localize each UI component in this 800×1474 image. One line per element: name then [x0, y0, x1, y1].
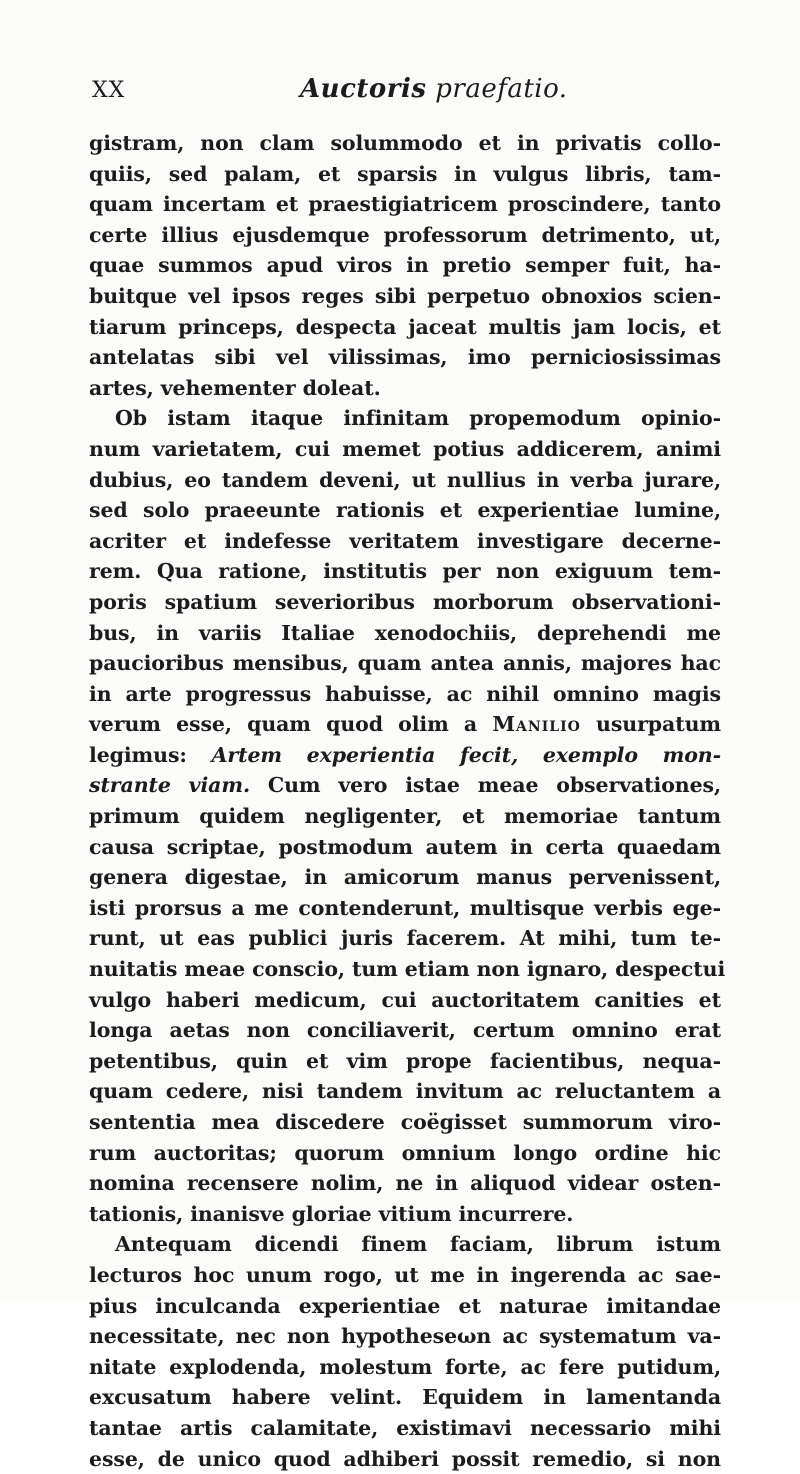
text-line: tiarum princeps, despecta jaceat multis jam locis, et — [89, 314, 721, 339]
text-line: sed solo praeeunte rationis et experientiae lumine, — [89, 498, 721, 523]
text-line: buitque vel ipsos reges sibi perpetuo obnoxios scien- — [89, 283, 721, 308]
text-line: num varietatem, cui memet potius addicerem, animi — [89, 436, 721, 461]
page-number: XX — [92, 78, 126, 103]
text-line: quam cedere, nisi tandem invitum ac reluctantem a — [89, 1079, 721, 1104]
text-line: necessitate, nec non hypotheseωn ac systematum va- — [89, 1324, 721, 1349]
text-line: Ob istam itaque infinitam propemodum opinio- — [115, 406, 721, 431]
text-line — [89, 709, 721, 740]
text-fragment: usurpatum — [580, 712, 721, 737]
text-line: excusatum habere velint. Equidem in lamentanda — [89, 1385, 721, 1410]
text-line: acriter et indefesse veritatem investigare decerne- — [89, 528, 721, 553]
text-line: nomina recensere nolim, ne in aliquod videar osten- — [89, 1171, 721, 1196]
text-line: tantae artis calamitate, existimavi necessario mihi — [89, 1415, 721, 1440]
text-line: causa scriptae, postmodum autem in certa quaedam — [89, 834, 721, 859]
text-line: genera digestae, in amicorum manus pervenissent, — [89, 865, 721, 890]
text-line: primum quidem negligenter, et memoriae tantum — [89, 804, 721, 829]
running-head-author: Auctoris — [300, 74, 427, 104]
text-fragment: verum esse, quam quod olim a — [89, 712, 493, 737]
text-line: quae summos apud viros in pretio semper fuit, ha- — [89, 253, 721, 278]
text-line: quam incertam et praestigiatricem proscindere, tanto — [89, 192, 721, 217]
text-line: longa aetas non conciliaverit, certum omnino erat — [89, 1018, 721, 1043]
text-line: rem. Qua ratione, institutis per non exiguum tem- — [89, 559, 721, 584]
text-line: paucioribus mensibus, quam antea annis, majores hac — [89, 651, 721, 676]
text-line: sententia mea discedere coëgisset summorum viro- — [89, 1110, 721, 1134]
text-line: quiis, sed palam, et sparsis in vulgus libris, tam- — [89, 161, 721, 186]
text-fragment: legimus: — [89, 742, 212, 767]
text-line: tationis, inanisve gloriae vitium incurrere. — [89, 1201, 574, 1226]
text-line: gistram, non clam solummodo et in privatis collo- — [89, 131, 721, 155]
text-line — [89, 740, 721, 771]
text-line: artes, vehementer doleat. — [89, 375, 381, 400]
text-line: vulgo haberi medicum, cui auctoritatem canities et — [89, 987, 721, 1012]
author-name-manilio: Manilio — [492, 712, 581, 737]
text-line: nitate explodenda, molestum forte, ac fere putidum, — [89, 1354, 721, 1379]
text-line: runt, ut eas publici juris facerem. At mihi, tum te- — [89, 926, 721, 951]
text-line: bus, in variis Italiae xenodochiis, deprehendi me — [89, 620, 721, 645]
text-line: Antequam dicendi finem faciam, librum istum — [115, 1232, 721, 1257]
text-line: isti prorsus a me contenderunt, multisque verbis ege- — [89, 895, 721, 920]
text-line: esse, de unico quod adhiberi possit remedio, si non — [89, 1446, 721, 1471]
text-line: in arte progressus habuisse, ac nihil omnino magis — [89, 681, 721, 706]
text-line: rum auctoritas; quorum omnium longo ordine hic — [89, 1140, 721, 1165]
text-fragment: Cum vero istae meae observationes, — [250, 773, 721, 798]
body-text — [89, 128, 726, 1474]
running-head-rest: praefatio. — [426, 74, 568, 104]
text-line: petentibus, quin et vim prope facientibus, nequa- — [89, 1048, 721, 1073]
text-line: poris spatium severioribus morborum observationi- — [89, 589, 721, 614]
page-header — [90, 74, 720, 114]
running-head — [300, 74, 568, 104]
text-line: lecturos hoc unum rogo, ut me in ingerenda ac sae- — [89, 1262, 721, 1287]
text-line — [89, 770, 721, 801]
text-line: pius inculcanda experientiae et naturae imitandae — [89, 1293, 721, 1318]
quotation: strante viam. — [89, 773, 250, 798]
text-line: nuitatis meae conscio, tum etiam non ignaro, despectui — [89, 957, 726, 982]
text-line: antelatas sibi vel vilissimas, imo perniciosissimas — [89, 345, 721, 370]
quotation: Artem experientia fecit, exemplo mon- — [211, 742, 721, 767]
text-line: certe illius ejusdemque professorum detrimento, ut, — [89, 222, 721, 247]
text-line: dubius, eo tandem deveni, ut nullius in verba jurare, — [89, 467, 721, 492]
